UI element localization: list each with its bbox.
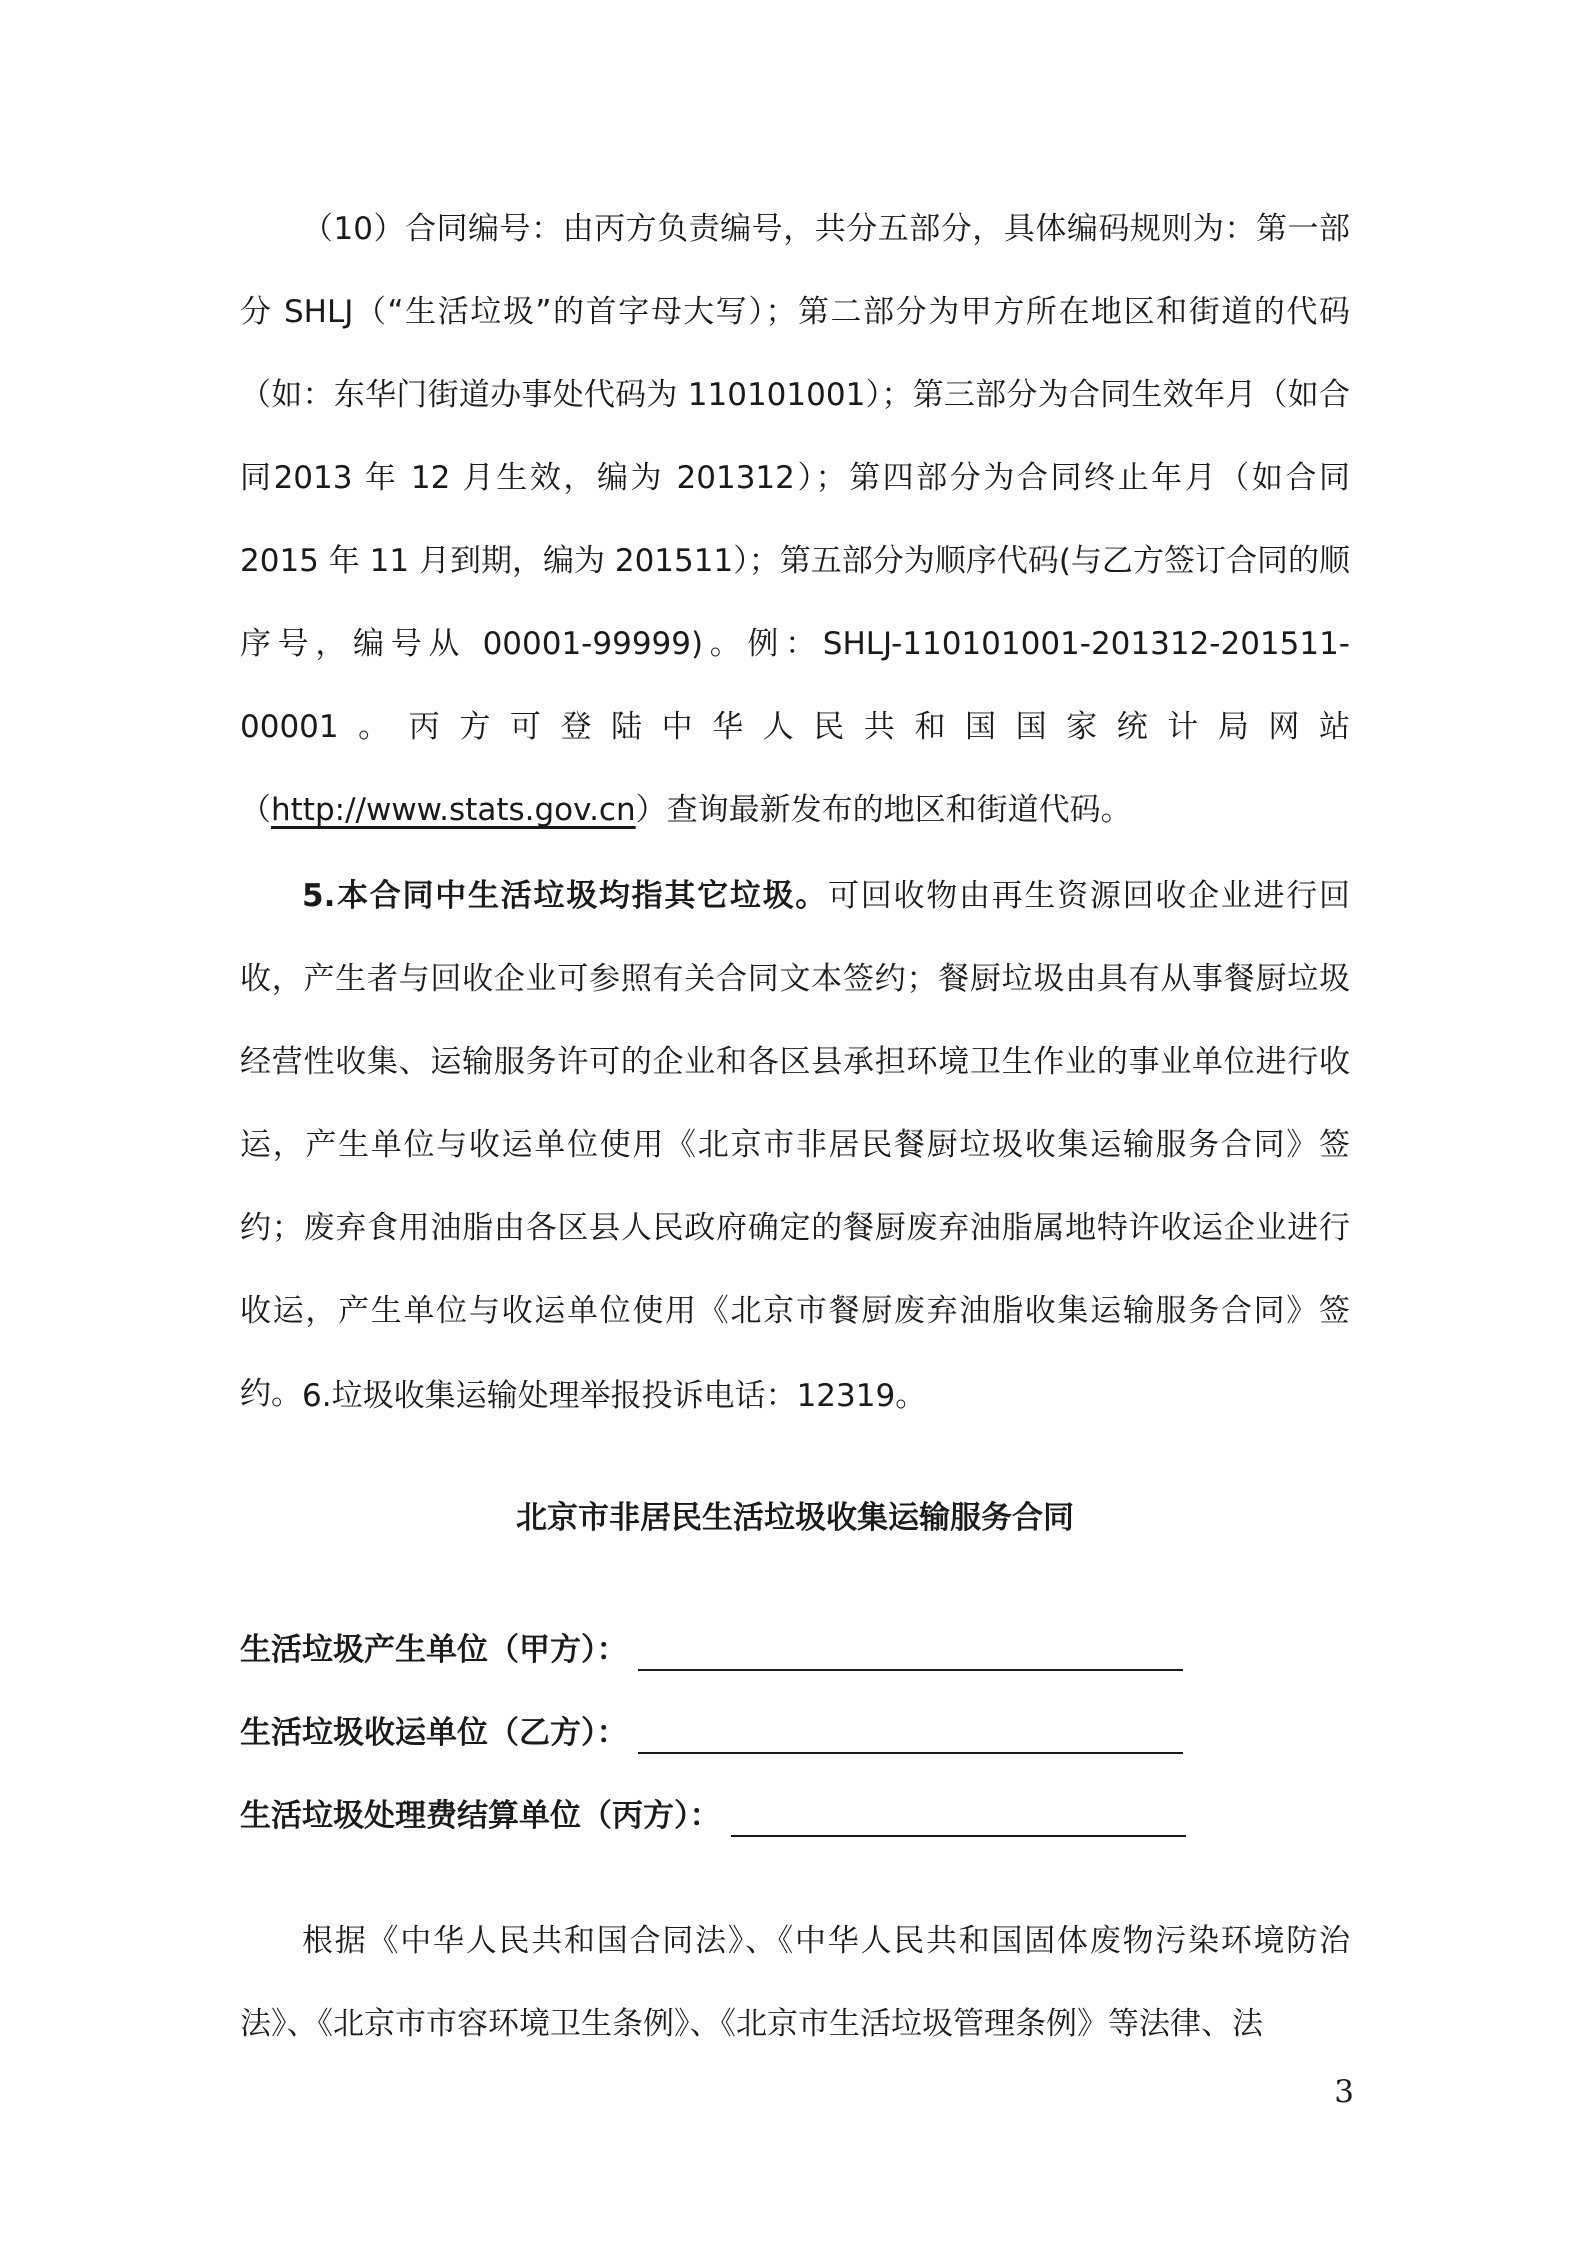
party-b-row <box>240 1708 1183 1758</box>
party-a-row <box>240 1625 1183 1675</box>
stats-website-link[interactable]: http://www.stats.gov.cn <box>271 792 636 828</box>
contract-title: 北京市非居民生活垃圾收集运输服务合同 <box>516 1500 1074 1536</box>
paragraph-contract-number-text: （10）合同编号：由丙方负责编号，共分五部分，具体编码规则为：第一部分 SHLJ（“生活垃圾”的首字母大写）；第二部分为甲方所在地区和街道的代码（如：东华门街道办事处代码为 110101001）；第三部分为合同生效年月（如合同2013 年 12 月生效，编为 201312）；第四部分为合同终止年月（如合同 2015 年 11 月到期，编为 201511）；第五部分为顺序代码(与乙方签订合同的顺序号，编号从 00001-99999)。例：SHLJ-110101001-201312-201511-00001。丙方可登陆中华人民共和国国家统计局网站（ <box>240 211 1350 828</box>
paragraph-complaint-hotline: 6.垃圾收集运输处理举报投诉电话：12319。 <box>302 1378 927 1414</box>
party-b-label: 生活垃圾收运单位（乙方）： <box>240 1715 628 1751</box>
paragraph-waste-definition <box>240 855 1350 1436</box>
paragraph-contract-number-tail: ）查询最新发布的地区和街道代码。 <box>635 792 1132 828</box>
party-b-blank-field[interactable] <box>638 1712 1183 1754</box>
paragraph-legal-basis: 根据《中华人民共和国合同法》、《中华人民共和国固体废物污染环境防治法》、《北京市市容环境卫生条例》、《北京市生活垃圾管理条例》等法律、法 <box>240 1923 1350 2042</box>
party-c-blank-field[interactable] <box>731 1795 1186 1837</box>
party-c-row <box>240 1791 1186 1841</box>
party-a-blank-field[interactable] <box>638 1629 1183 1671</box>
paragraph-contract-number <box>240 188 1350 852</box>
paragraph-waste-definition-heading: 5.本合同中生活垃圾均指其它垃圾。 <box>302 878 829 914</box>
page-number: 3 <box>1334 2074 1354 2110</box>
party-a-label: 生活垃圾产生单位（甲方）： <box>240 1632 628 1668</box>
party-c-label: 生活垃圾处理费结算单位（丙方）： <box>240 1798 721 1834</box>
paragraph-waste-definition-text: 可回收物由再生资源回收企业进行回收，产生者与回收企业可参照有关合同文本签约；餐厨垃圾由具有从事餐厨垃圾经营性收集、运输服务许可的企业和各区县承担环境卫生作业的事业单位进行收运，产生单位与收运单位使用《北京市非居民餐厨垃圾收集运输服务合同》签约；废弃食用油脂由各区县人民政府确定的餐厨废弃油脂属地特许收运企业进行收运，产生单位与收运单位使用《北京市餐厨废弃油脂收集运输服务合同》签约。 <box>240 878 1350 1412</box>
